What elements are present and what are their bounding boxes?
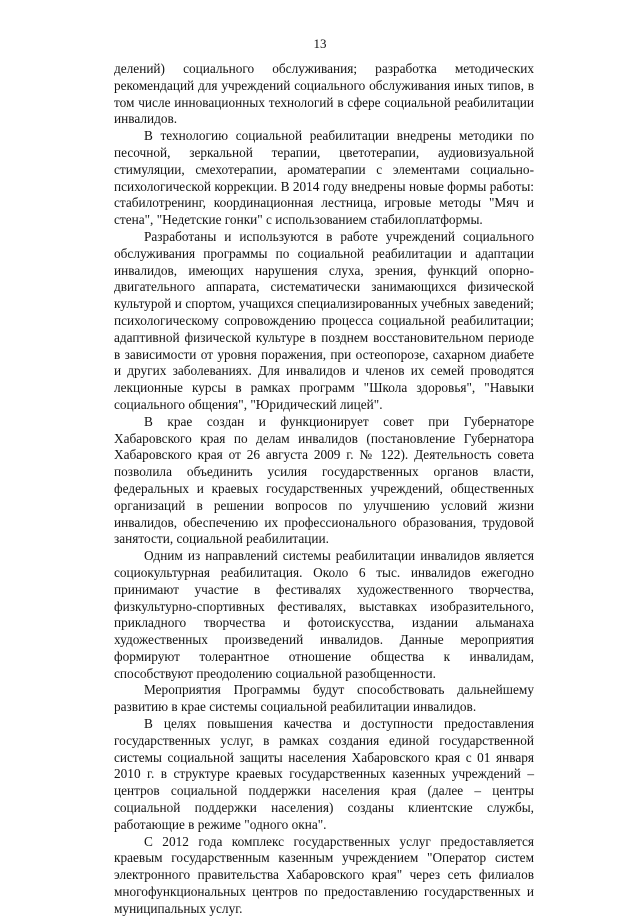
paragraph-sociocultural-rehab: Одним из направлений системы реабилитации инвалидов является социокультурная реабилитация. Около 6 тыс. инвалидов ежегодно принимают участие в фестивалях художественного творчества, физкультурно-спортивных фестивалях, выставках изобразительного, прикладного творчества и фотоискусства, издании альманаха художественных произведений инвалидов. Данные мероприятия формируют толерантное отношение общества к инвалидам, способствуют преодолению социальной разобщенности. — [114, 548, 534, 681]
paragraph-service-quality: В целях повышения качества и доступности предоставления государственных услуг, в рамках создания единой государственной системы социальной защиты населения Хабаровского края с 01 января 2010 г. в структуре краевых государственных казенных учреждений – центров социальной поддержки населения края (далее – центры социальной поддержки населения) созданы клиентские службы, работающие в режиме "одного окна". — [114, 716, 534, 832]
paragraph-rehab-programs: Разработаны и используются в работе учреждений социального обслуживания программы по социальной реабилитации и адаптации инвалидов, имеющих нарушения слуха, зрения, функций опорно-двигательного аппарата, систематически занимающихся физической культурой и спортом, учащихся специализированных учебных заведений; психологическому сопровождению процесса социальной реабилитации; адаптивной физической культуре в позднем восстановительном периоде в зависимости от уровня поражения, при остеопорозе, сахарном диабете и других заболеваниях. Для инвалидов и членов их семей проводятся лекционные курсы в рамках программ "Школа здоровья", "Навыки социального общения", "Юридический лицей". — [114, 228, 534, 412]
paragraph-egov-operator: С 2012 года комплекс государственных услуг предоставляется краевым государственным казенным учреждением "Оператор систем электронного правительства Хабаровского края" через сеть филиалов многофункциональных центров по предоставлению государственных и муниципальных услуг. — [114, 833, 534, 916]
paragraph-program-measures: Мероприятия Программы будут способствовать дальнейшему развитию в крае системы социальной реабилитации инвалидов. — [114, 682, 534, 715]
page-number: 13 — [313, 36, 327, 51]
document-body — [114, 61, 534, 918]
paragraph-governor-council: В крае создан и функционирует совет при Губернаторе Хабаровского края по делам инвалидов (постановление Губернатора Хабаровского края от 26 августа 2009 г. № 122). Деятельность совета позволила объединить усилия государственных органов власти, федеральных и краевых государственных учреждений, общественных организаций в решении вопросов по улучшению условий жизни инвалидов, обеспечению их профессионального образования, трудовой занятости, социальной реабилитации. — [114, 413, 534, 547]
paragraph-continued: делений) социального обслуживания; разработка методических рекомендаций для учреждений социального обслуживания иных типов, в том числе инновационных технологий в сфере социальной реабилитации инвалидов. — [114, 61, 534, 127]
paragraph-rehab-technologies: В технологию социальной реабилитации внедрены методики по песочной, зеркальной терапии, цветотерапии, аудиовизуальной стимуляции, смехотерапии, ароматерапии с элементами социально-психологической коррекции. В 2014 году внедрены новые формы работы: стабилотренинг, координационная лестница, игровые методы "Мяч и стена", "Недетские гонки" с использованием стабилоплатформы. — [114, 128, 534, 228]
